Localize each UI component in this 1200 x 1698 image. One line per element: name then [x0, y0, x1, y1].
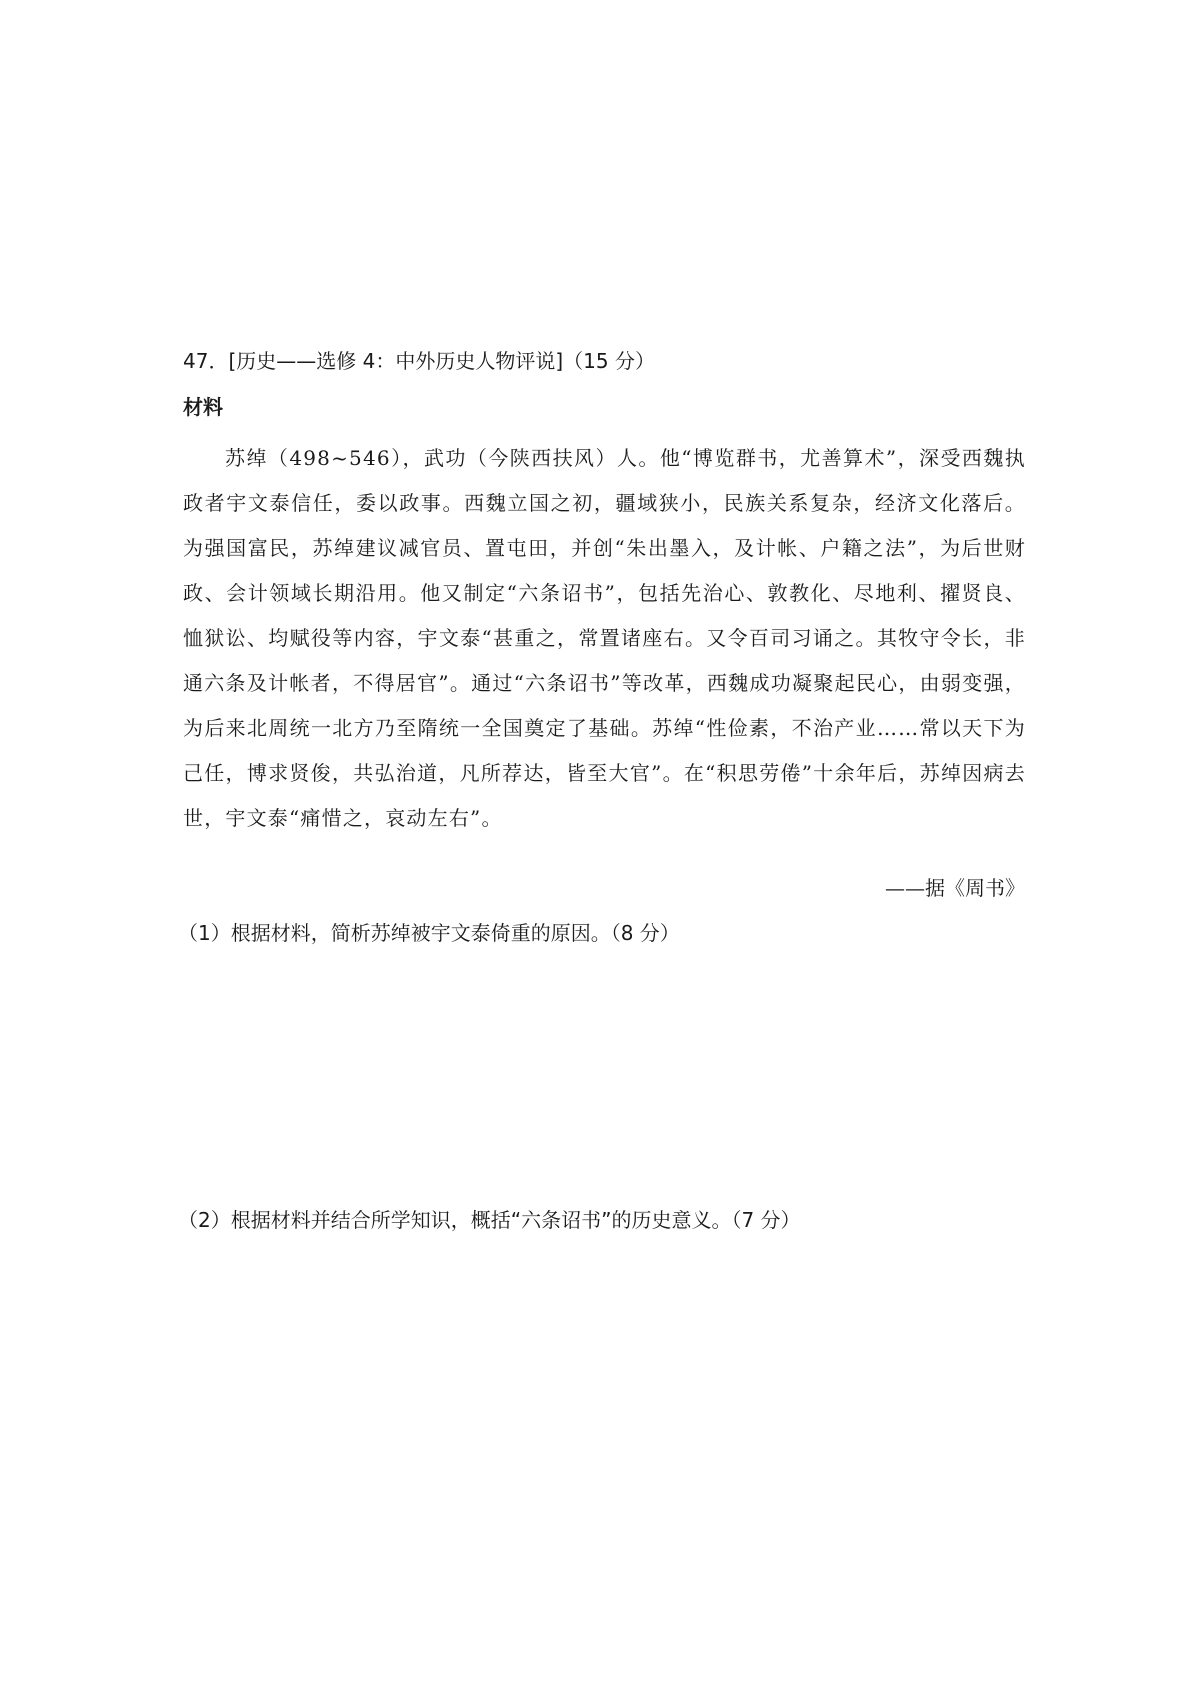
material-passage: 苏绰（498~546），武功（今陕西扶风）人。他“博览群书，尤善算术”，深受西魏执政者宇文泰信任，委以政事。西魏立国之初，疆域狭小，民族关系复杂，经济文化落后。为强国富民，苏绰建议减官员、置屯田，并创“朱出墨入，及计帐、户籍之法”，为后世财政、会计领域长期沿用。他又制定“六条诏书”，包括先治心、敦教化、尽地利、擢贤良、恤狱讼、均赋役等内容，宇文泰“甚重之，常置诸座右。又令百司习诵之。其牧守令长，非通六条及计帐者，不得居官”。通过“六条诏书”等改革，西魏成功凝聚起民心，由弱变强，为后来北周统一北方乃至隋统一全国奠定了基础。苏绰“性俭素，不治产业……常以天下为己任，博求贤俊，共弘治道，凡所荐达，皆至大官”。在“积思劳倦”十余年后，苏绰因病去世，宇文泰“痛惜之，哀动左右”。	[183, 446, 1026, 830]
source-citation: ——据《周书》	[885, 876, 1025, 900]
question-title: 47．[历史——选修 4：中外历史人物评说]（15 分）	[183, 349, 655, 373]
sub-question-1: （1）根据材料，简析苏绰被宇文泰倚重的原因。（8 分）	[178, 921, 680, 945]
material-label: 材料	[183, 395, 223, 419]
sub-question-2: （2）根据材料并结合所学知识，概括“六条诏书”的历史意义。（7 分）	[178, 1208, 801, 1232]
